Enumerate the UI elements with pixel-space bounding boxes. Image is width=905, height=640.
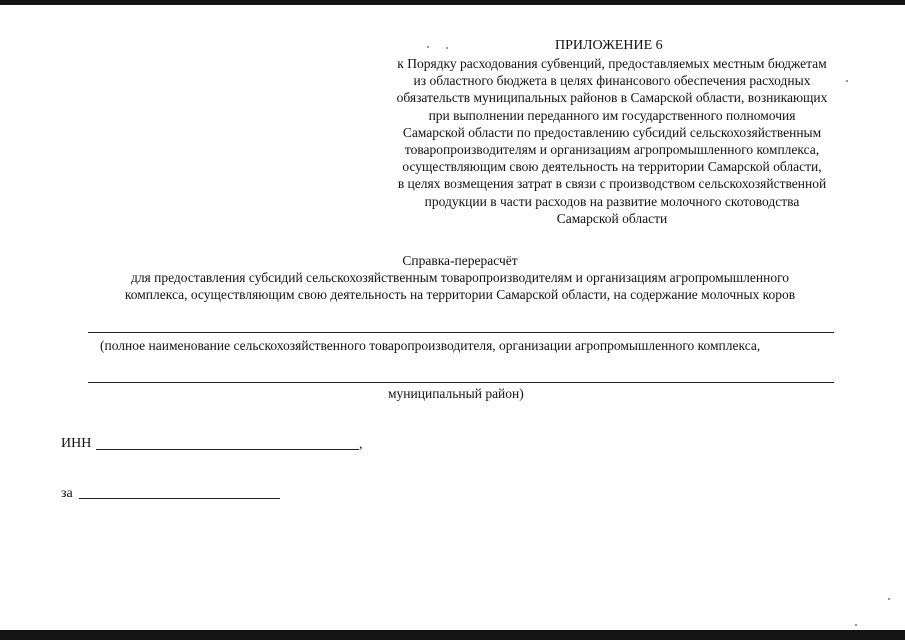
appendix-line: Самарской области <box>556 210 668 226</box>
organization-name-line[interactable] <box>88 332 834 333</box>
appendix-reference-text <box>362 55 862 227</box>
municipal-district-caption: муниципальный район) <box>388 386 524 401</box>
organization-name-caption: (полное наименование сельскохозяйственного товаропроизводителя, организации агропромышленного комплекса, <box>100 338 761 353</box>
appendix-line: в целях возмещения затрат в связи с производством сельскохозяйственной <box>397 176 827 192</box>
appendix-line: осуществляющим свою деятельность на территории Самарской области, <box>402 159 822 175</box>
top-page-border <box>0 0 905 5</box>
document-title: Справка-перерасчёт <box>402 253 518 268</box>
inn-label: ИНН <box>61 436 92 451</box>
appendix-line: товаропроизводителям и организациям агропромышленного комплекса, <box>404 142 820 158</box>
appendix-line: Самарской области по предоставлению субсидий сельскохозяйственным <box>402 124 822 140</box>
inn-input-line[interactable] <box>96 449 359 450</box>
scan-speck <box>427 46 429 48</box>
scan-speck <box>888 598 890 600</box>
inn-trailing-comma: , <box>359 437 363 452</box>
bottom-page-border <box>0 630 905 640</box>
appendix-line: к Порядку расходования субвенций, предоставляемых местным бюджетам <box>397 56 827 71</box>
scan-speck <box>855 624 857 626</box>
scan-speck <box>446 47 448 49</box>
appendix-line: из областного бюджета в целях финансового обеспечения расходных <box>413 73 811 89</box>
appendix-line: обязательств муниципальных районов в Самарской области, возникающих <box>396 90 828 106</box>
document-subtitle-line: для предоставления субсидий сельскохозяйственным товаропроизводителям и организациям агропромышленного <box>130 270 790 285</box>
period-input-line[interactable] <box>79 498 280 499</box>
municipal-district-line[interactable] <box>88 382 834 383</box>
document-subtitle-line: комплекса, осуществляющим свою деятельность на территории Самарской области, на содержание молочных коров <box>124 287 796 302</box>
appendix-line: при выполнении переданного им государственного полномочия <box>428 107 796 123</box>
scan-speck <box>846 80 848 82</box>
document-heading <box>80 252 840 303</box>
appendix-line: продукции в части расходов на развитие молочного скотоводства <box>424 193 800 209</box>
period-label: за <box>61 486 73 501</box>
appendix-title: ПРИЛОЖЕНИЕ 6 <box>555 38 663 53</box>
